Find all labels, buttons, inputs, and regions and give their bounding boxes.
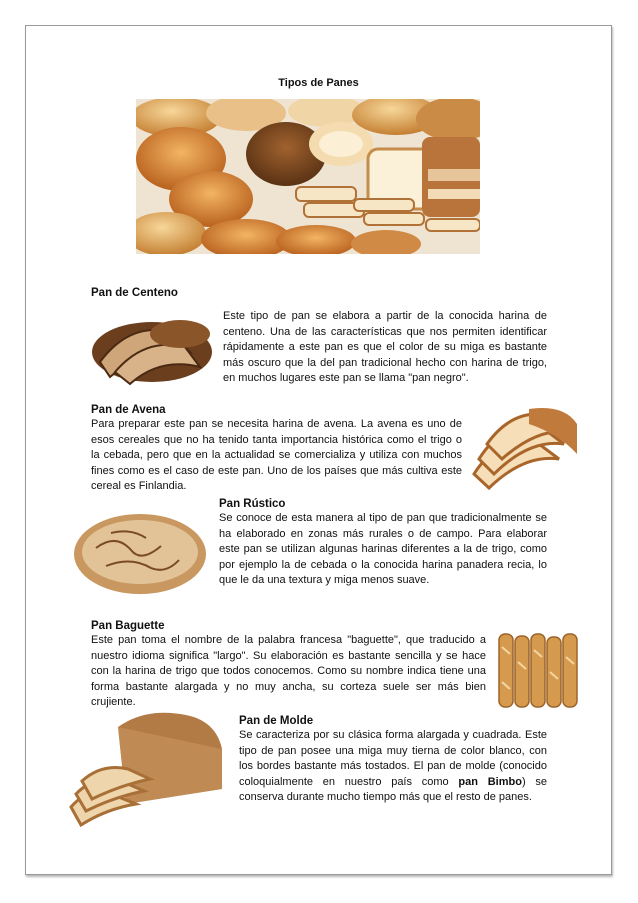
rustic-bread-image <box>71 508 209 596</box>
text-pan-de-molde-part2: ) se conserva durante mucho tiempo más que el resto de panes. <box>239 775 547 803</box>
heading-pan-baguette: Pan Baguette <box>91 620 165 632</box>
document-page <box>25 25 612 875</box>
bread-assortment-image <box>136 99 480 254</box>
baguette-image <box>496 632 581 709</box>
text-pan-rustico: Se conoce de esta manera al tipo de pan que tradicionalmente se ha elaborado en zonas más rurales o de campo. Para elaborar este pan se utilizan algunas harinas diferentes a la de trigo, como por ejemplo la de cebada o la conocida harina panadera recia, lo que le da una textura y miga menos suave. <box>219 512 547 586</box>
heading-pan-de-avena: Pan de Avena <box>91 404 166 416</box>
pan-bimbo-bold: pan Bimbo <box>458 775 522 788</box>
rye-bread-image <box>90 312 214 386</box>
text-pan-baguette: Este pan toma el nombre de la palabra francesa "baguette", que traducido a nuestro idioma significa "largo". Su elaboración es bastante sencilla y se hace con la harina de trigo que todos conocemos. Como su nombre indica tiene una forma bastante alargada y no muy ancha, su corteza suele ser más bien crujiente. <box>91 634 486 708</box>
page-title: Tipos de Panes <box>278 77 359 89</box>
text-pan-de-molde <box>239 728 547 806</box>
heading-pan-de-molde: Pan de Molde <box>239 715 314 727</box>
text-pan-de-molde-part1: Se caracteriza por su clásica forma alargada y cuadrada. Este tipo de pan posee una miga muy tierna de color blanco, con los bordes bastante más tostados. El pan de molde (conocido coloquialmente en nuestro país como <box>239 729 547 788</box>
sliced-bread-image <box>66 709 224 827</box>
text-pan-de-centeno: Este tipo de pan se elabora a partir de la conocida harina de centeno. Una de las características que nos permiten identificar rápidamente a este pan es que el color de su miga es bastante más oscuro que la del pan tradicional hecho con harina de trigo, en muchos lugares este pan se llama "pan negro". <box>223 310 547 384</box>
heading-pan-rustico: Pan Rústico <box>219 498 286 510</box>
text-pan-de-avena: Para preparar este pan se necesita harina de avena. La avena es uno de esos cereales que no ha tenido tanta importancia histórica como el trigo o la cebada, pero que en la actualidad se comercializa y utiliza con muchos fines como es el caso de este pan. Uno de los países que más cultiva este cereal es Finlandia. <box>91 418 462 492</box>
oat-bread-image <box>469 404 579 490</box>
heading-pan-de-centeno: Pan de Centeno <box>91 287 178 299</box>
